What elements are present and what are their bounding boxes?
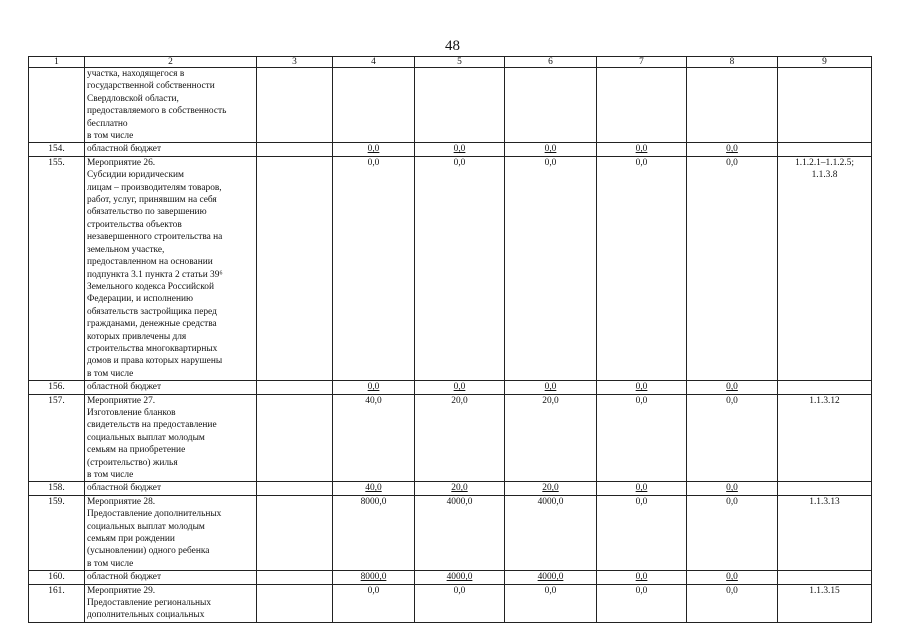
cell-col-7: 0,0 <box>597 495 687 570</box>
cell-col-3 <box>257 156 333 380</box>
cell-col-7: 0,0 <box>597 381 687 394</box>
cell-col-4: 40,0 <box>333 394 415 482</box>
row-number: 155. <box>29 156 85 380</box>
cell-target-ref: 1.1.3.15 <box>778 584 872 622</box>
row-description: Мероприятие 29. Предоставление региональных дополнительных социальных <box>85 584 257 622</box>
cell-col-4: 40,0 <box>333 482 415 495</box>
cell-col-8: 0,0 <box>687 482 778 495</box>
cell-col-8: 0,0 <box>687 156 778 380</box>
cell-col-6: 0,0 <box>505 143 597 156</box>
cell-target-ref <box>778 482 872 495</box>
cell-col-5: 20,0 <box>415 394 505 482</box>
table-row <box>29 156 872 380</box>
table-row <box>29 68 872 143</box>
column-header: 2 <box>85 57 257 68</box>
cell-col-6: 20,0 <box>505 394 597 482</box>
cell-col-6: 0,0 <box>505 156 597 380</box>
cell-target-ref <box>778 68 872 143</box>
column-header: 7 <box>597 57 687 68</box>
row-description: участка, находящегося в государственной собственности Свердловской области, предоставляемого в собственность бесплатно в том числе <box>85 68 257 143</box>
cell-target-ref <box>778 571 872 584</box>
row-description: областной бюджет <box>85 381 257 394</box>
cell-col-3 <box>257 68 333 143</box>
cell-col-3 <box>257 495 333 570</box>
row-description: Мероприятие 28. Предоставление дополнительных социальных выплат молодым семьям при рождении (усыновлении) одного ребенка в том числе <box>85 495 257 570</box>
cell-col-8: 0,0 <box>687 143 778 156</box>
cell-target-ref <box>778 381 872 394</box>
table-row <box>29 584 872 622</box>
cell-col-5: 0,0 <box>415 143 505 156</box>
cell-col-4: 0,0 <box>333 584 415 622</box>
column-header: 8 <box>687 57 778 68</box>
cell-col-4: 0,0 <box>333 381 415 394</box>
cell-target-ref <box>778 143 872 156</box>
cell-col-3 <box>257 482 333 495</box>
table-row <box>29 482 872 495</box>
cell-col-3 <box>257 584 333 622</box>
column-header: 6 <box>505 57 597 68</box>
cell-col-5: 20,0 <box>415 482 505 495</box>
cell-col-5: 0,0 <box>415 584 505 622</box>
cell-col-8: 0,0 <box>687 584 778 622</box>
column-header: 5 <box>415 57 505 68</box>
cell-col-7: 0,0 <box>597 482 687 495</box>
cell-col-7 <box>597 68 687 143</box>
cell-col-8 <box>687 68 778 143</box>
row-description: областной бюджет <box>85 143 257 156</box>
row-number <box>29 68 85 143</box>
cell-col-4: 0,0 <box>333 143 415 156</box>
cell-col-6: 0,0 <box>505 584 597 622</box>
cell-col-5: 0,0 <box>415 381 505 394</box>
row-description: областной бюджет <box>85 482 257 495</box>
cell-col-7: 0,0 <box>597 156 687 380</box>
cell-col-6 <box>505 68 597 143</box>
column-header: 9 <box>778 57 872 68</box>
table-row <box>29 571 872 584</box>
cell-col-3 <box>257 143 333 156</box>
cell-target-ref: 1.1.2.1–1.1.2.5; 1.1.3.8 <box>778 156 872 380</box>
cell-col-6: 0,0 <box>505 381 597 394</box>
column-header: 4 <box>333 57 415 68</box>
cell-col-4: 0,0 <box>333 156 415 380</box>
table-row <box>29 381 872 394</box>
row-number: 156. <box>29 381 85 394</box>
row-description: Мероприятие 27. Изготовление бланков свидетельств на предоставление социальных выплат молодым семьям на приобретение (строительство) жилья в том числе <box>85 394 257 482</box>
cell-col-7: 0,0 <box>597 143 687 156</box>
cell-col-4: 8000,0 <box>333 571 415 584</box>
row-number: 159. <box>29 495 85 570</box>
cell-col-8: 0,0 <box>687 394 778 482</box>
cell-col-7: 0,0 <box>597 571 687 584</box>
cell-col-7: 0,0 <box>597 584 687 622</box>
cell-target-ref: 1.1.3.12 <box>778 394 872 482</box>
cell-col-4 <box>333 68 415 143</box>
cell-col-5: 4000,0 <box>415 571 505 584</box>
row-description: областной бюджет <box>85 571 257 584</box>
cell-col-3 <box>257 381 333 394</box>
cell-col-6: 20,0 <box>505 482 597 495</box>
cell-col-8: 0,0 <box>687 381 778 394</box>
row-number: 158. <box>29 482 85 495</box>
page-number: 48 <box>445 38 460 54</box>
table-row <box>29 495 872 570</box>
row-description: Мероприятие 26. Субсидии юридическим лицам – производителям товаров, работ, услуг, принявшим на себя обязательство по завершению строительства объектов незавершенного строительства на земельном участке, предоставленном на основании подпункта 3.1 пункта 2 статьи 39⁶ Земельного кодекса Российской Федерации, и исполнению обязательств застройщика перед гражданами, денежные средства которых привлечены для строительства многоквартирных домов и права которых нарушены в том числе <box>85 156 257 380</box>
row-number: 154. <box>29 143 85 156</box>
cell-col-8: 0,0 <box>687 571 778 584</box>
column-header: 3 <box>257 57 333 68</box>
column-header: 1 <box>29 57 85 68</box>
cell-target-ref: 1.1.3.13 <box>778 495 872 570</box>
header-row <box>29 57 872 68</box>
cell-col-4: 8000,0 <box>333 495 415 570</box>
cell-col-5 <box>415 68 505 143</box>
table-row <box>29 143 872 156</box>
cell-col-3 <box>257 571 333 584</box>
row-number: 157. <box>29 394 85 482</box>
cell-col-5: 0,0 <box>415 156 505 380</box>
table-row <box>29 394 872 482</box>
cell-col-3 <box>257 394 333 482</box>
cell-col-5: 4000,0 <box>415 495 505 570</box>
cell-col-7: 0,0 <box>597 394 687 482</box>
cell-col-8: 0,0 <box>687 495 778 570</box>
cell-col-6: 4000,0 <box>505 571 597 584</box>
cell-col-6: 4000,0 <box>505 495 597 570</box>
budget-table <box>28 56 872 623</box>
row-number: 161. <box>29 584 85 622</box>
row-number: 160. <box>29 571 85 584</box>
